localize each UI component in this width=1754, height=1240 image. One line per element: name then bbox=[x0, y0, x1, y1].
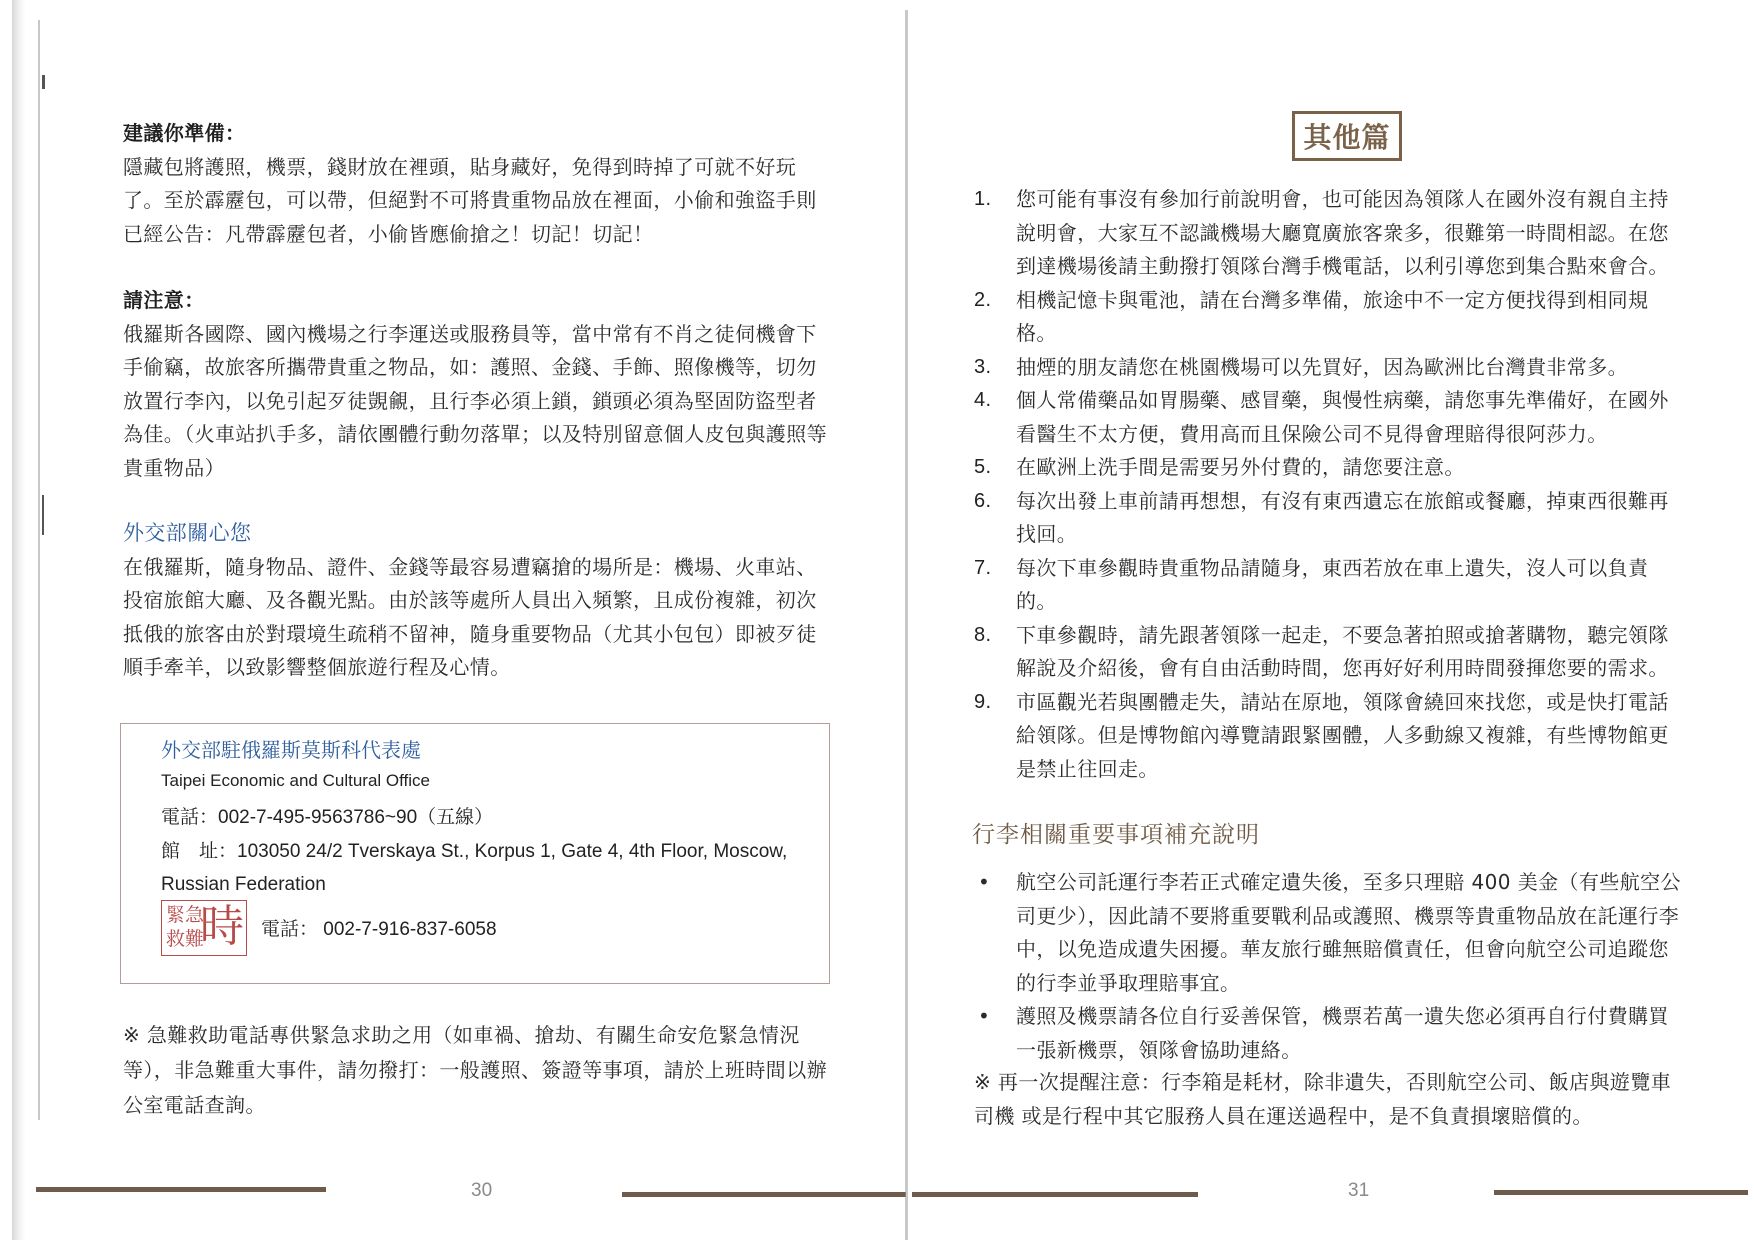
page-edge-line bbox=[38, 20, 40, 1120]
list-item bbox=[974, 451, 1684, 485]
list-item bbox=[974, 183, 1684, 284]
office-address-line2: Russian Federation bbox=[161, 874, 326, 895]
item-number: 9. bbox=[974, 690, 992, 713]
seal-big-char: 時 bbox=[200, 901, 244, 952]
item-number: 4. bbox=[974, 389, 992, 411]
item-text: 航空公司託運行李若正式確定遺失後，至多只理賠 400 美金（有些航空公司更少），因此請不要將重要戰利品或護照、機票等貴重物品放在託運行李中，以免造成遺失困擾。華友旅行雖無賠償責任，但會向航空公司追蹤您的行李並爭取理賠事宜。 bbox=[1016, 870, 1681, 995]
list-item bbox=[974, 619, 1684, 686]
item-text: 個人常備藥品如胃腸藥、感冒藥，與慢性病藥，請您事先準備好，在國外看醫生不太方便，費用高而且保險公司不見得會理賠得很阿莎力。 bbox=[1016, 388, 1669, 446]
footer-bar-right bbox=[1494, 1190, 1748, 1195]
section-title: 其他篇 bbox=[1303, 121, 1391, 154]
edge-mark bbox=[42, 75, 45, 89]
office-address-line1: 館 址：103050 24/2 Tverskaya St., Korpus 1, Gate 4, 4th Floor, Moscow, bbox=[161, 841, 788, 862]
item-number: 6. bbox=[974, 489, 992, 512]
list-item bbox=[974, 1000, 1684, 1067]
list-item bbox=[974, 351, 1684, 385]
office-title: 外交部駐俄羅斯莫斯科代表處 bbox=[161, 738, 421, 762]
page-gutter bbox=[905, 10, 908, 1240]
office-address bbox=[161, 835, 801, 901]
item-text: 您可能有事沒有參加行前說明會，也可能因為領隊人在國外沒有親自主持說明會，大家互不認識機場大廳寬廣旅客衆多，很難第一時間相認。在您到達機場後請主動撥打領隊台灣手機電話，以利引導您到集合點來會合。 bbox=[1016, 187, 1669, 278]
list-item bbox=[974, 686, 1684, 787]
footer-bar-left bbox=[912, 1192, 1198, 1197]
tips-list bbox=[974, 183, 1684, 786]
suggest-section bbox=[123, 117, 835, 251]
list-item bbox=[974, 552, 1684, 619]
item-text: 抽煙的朋友請您在桃園機場可以先買好，因為歐洲比台灣貴非常多。 bbox=[1016, 354, 1628, 379]
emergency-note: ※ 急難救助電話專供緊急求助之用（如車禍、搶劫、有關生命安危緊急情況等），非急難重大事件，請勿撥打：一般護照、簽證等事項，請於上班時間以辦公室電話查詢。 bbox=[123, 1023, 827, 1117]
list-item bbox=[974, 485, 1684, 552]
bullet-icon: • bbox=[978, 1004, 991, 1028]
edge-mark bbox=[42, 495, 44, 535]
item-number: 7. bbox=[974, 556, 992, 579]
emergency-seal bbox=[161, 900, 247, 956]
item-text: 每次出發上車前請再想想，有沒有東西遺忘在旅館或餐廳，掉東西很難再找回。 bbox=[1016, 488, 1669, 546]
luggage-note: ※ 再一次提醒注意：行李箱是耗材，除非遺失，否則航空公司、飯店與遊覽車司機 或是行程中其它服務人員在運送過程中，是不負責損壞賠償的。 bbox=[974, 1070, 1672, 1128]
item-number: 5. bbox=[974, 456, 992, 478]
page-number: 31 bbox=[1348, 1180, 1370, 1201]
luggage-bullet-list bbox=[974, 866, 1684, 1067]
item-number: 1. bbox=[974, 188, 992, 210]
item-text: 在歐洲上洗手間是需要另外付費的，請您要注意。 bbox=[1016, 455, 1465, 479]
luggage-section-heading: 行李相關重要事項補充說明 bbox=[972, 822, 1260, 848]
office-phone: 電話：002-7-495-9563786~90（五線） bbox=[161, 807, 494, 828]
page-edge-shadow bbox=[12, 0, 26, 1240]
item-text: 市區觀光若與團體走失，請站在原地，領隊會繞回來找您，或是快打電話給領隊。但是博物館內導覽請跟緊團體，人多動線又複雜，有些博物館更是禁止往回走。 bbox=[1016, 689, 1669, 781]
mofa-heading: 外交部關心您 bbox=[123, 521, 252, 545]
item-text: 護照及機票請各位自行妥善保管，機票若萬一遺失您必須再自行付費購買一張新機票，領隊會協助連絡。 bbox=[1016, 1004, 1669, 1062]
seal-small-text: 緊急救難 bbox=[166, 904, 205, 950]
suggest-text: 隱藏包將護照，機票，錢財放在裡頭，貼身藏好，免得到時掉了可就不好玩了。至於霹靂包，可以帶，但絕對不可將貴重物品放在裡面，小偷和強盜手則已經公告：凡帶霹靂包者，小偷皆應偷搶之！切記！切記！ bbox=[123, 154, 817, 246]
mofa-text: 在俄羅斯，隨身物品、證件、金錢等最容易遭竊搶的場所是：機場、火車站、投宿旅館大廳、及各觀光點。由於該等處所人員出入頻繁，且成份複雜，初次抵俄的旅客由於對環境生疏稍不留神，隨身重要物品（尤其小包包）即被歹徒順手牽羊，以致影響整個旅遊行程及心情。 bbox=[123, 554, 817, 679]
item-number: 3. bbox=[974, 355, 992, 378]
suggest-heading: 建議你準備： bbox=[123, 121, 246, 145]
right-page bbox=[912, 0, 1754, 1240]
emergency-phone: 電話： 002-7-916-837-6058 bbox=[261, 919, 497, 940]
footer-bar-right bbox=[622, 1192, 906, 1197]
item-number: 8. bbox=[974, 623, 992, 646]
attention-text: 俄羅斯各國際、國內機場之行李運送或服務員等，當中常有不肖之徒伺機會下手偷竊，故旅客所攜帶貴重之物品，如：護照、金錢、手飾、照像機等，切勿放置行李內，以免引起歹徒覬覦，且行李必須上鎖，鎖頭必須為堅固防盜型者為佳。（火車站扒手多，請依團體行動勿落單；以及特別留意個人皮包與護照等貴重物品） bbox=[123, 321, 827, 480]
bullet-icon: • bbox=[978, 870, 991, 894]
footer-bar-left bbox=[36, 1187, 326, 1192]
page-number: 30 bbox=[471, 1180, 493, 1201]
item-number: 2. bbox=[974, 288, 992, 311]
item-text: 相機記憶卡與電池，請在台灣多準備，旅途中不一定方便找得到相同規格。 bbox=[1016, 287, 1649, 345]
mofa-section bbox=[123, 517, 835, 685]
office-english-name: Taipei Economic and Cultural Office bbox=[161, 771, 430, 790]
section-title-box bbox=[1292, 111, 1402, 161]
item-text: 每次下車參觀時貴重物品請隨身，東西若放在車上遺失，沒人可以負責的。 bbox=[1016, 555, 1649, 613]
attention-section bbox=[123, 284, 835, 485]
list-item bbox=[974, 866, 1684, 1000]
list-item bbox=[974, 384, 1684, 451]
list-item bbox=[974, 284, 1684, 351]
office-info-box bbox=[120, 723, 830, 984]
item-text: 下車參觀時，請先跟著領隊一起走，不要急著拍照或搶著購物，聽完領隊解說及介紹後，會有自由活動時間，您再好好利用時間發揮您要的需求。 bbox=[1016, 622, 1669, 680]
attention-heading: 請注意： bbox=[123, 288, 205, 312]
